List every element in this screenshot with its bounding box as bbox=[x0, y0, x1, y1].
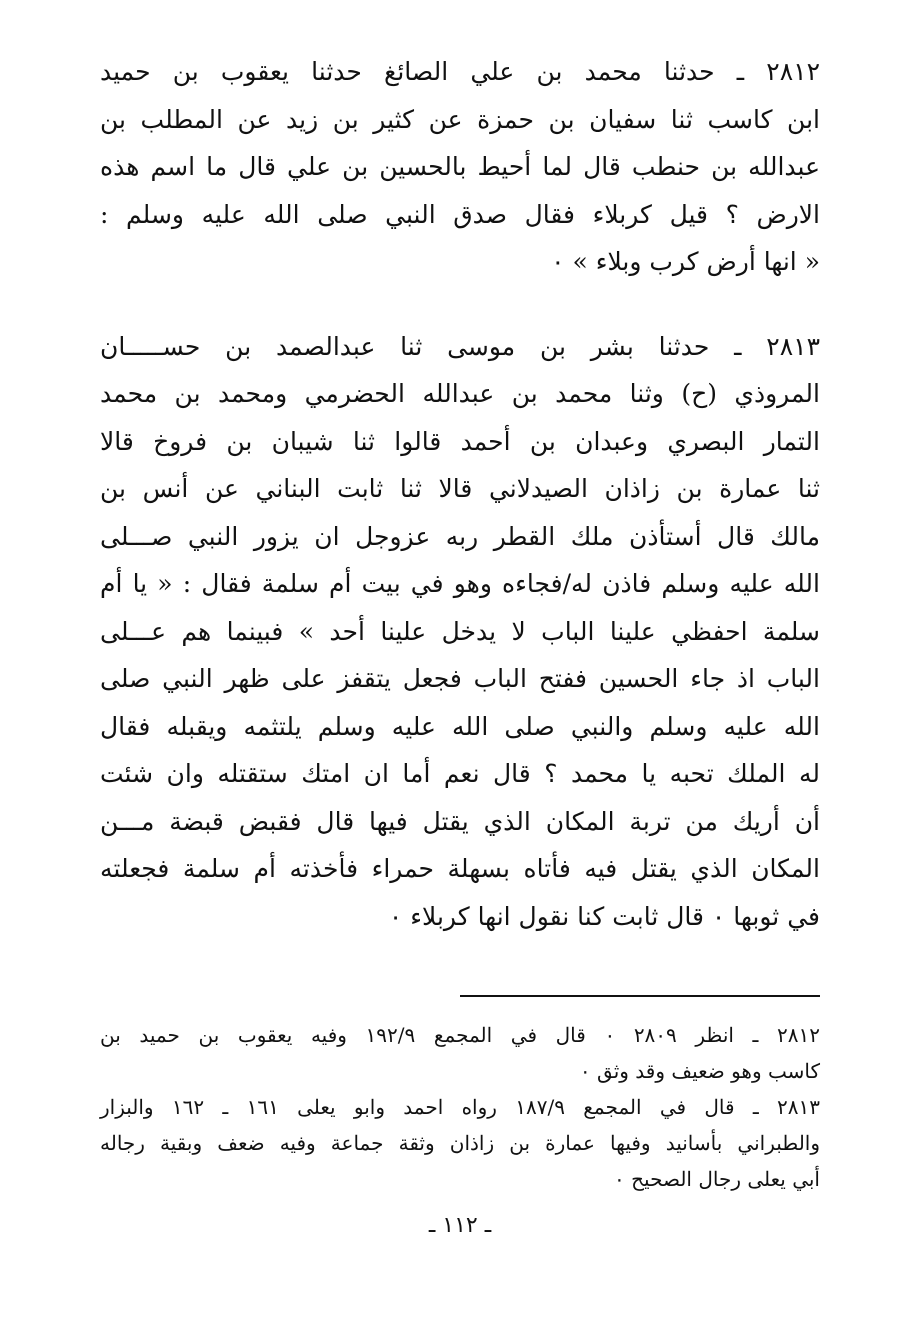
footnote-line: كاسب وهو ضعيف وقد وثق ٠ bbox=[579, 1059, 820, 1083]
footnote-divider bbox=[460, 995, 820, 997]
text-line: ابن كاسب ثنا سفيان بن حمزة عن كثير بن زيد عن المطلب بن bbox=[100, 104, 820, 134]
text-line: ثنا عمارة بن زاذان الصيدلاني قالا ثنا ثابت البناني عن أنس بن bbox=[100, 474, 820, 503]
footnotes bbox=[100, 1017, 820, 1197]
text-line: له الملك تحبه يا محمد ؟ قال نعم أما ان امتك ستقتله وان شئت bbox=[100, 759, 820, 788]
text-line: في ثوبها ٠ قال ثابت كنا نقول انها كربلاء ٠ bbox=[388, 901, 820, 931]
text-line: المروذي (ح) وثنا محمد بن عبدالله الحضرمي ومحمد بن محمد bbox=[100, 379, 820, 408]
text-line: ٢٨١٣ ـ حدثنا بشر بن موسى ثنا عبدالصمد بن حســـــان bbox=[100, 331, 820, 361]
footnote-line: ٢٨١٢ ـ انظر ٢٨٠٩ ٠ قال في المجمع ١٩٢/٩ وفيه يعقوب بن حميد بن bbox=[100, 1023, 820, 1047]
footnote-line: والطبراني بأسانيد وفيها عمارة بن زاذان وثقة جماعة وفيه ضعف وبقية رجاله bbox=[100, 1131, 820, 1155]
hadith-2812 bbox=[100, 48, 820, 286]
document-page bbox=[100, 48, 820, 1241]
footnote-2812 bbox=[100, 1017, 820, 1089]
text-line: المكان الذي يقتل فيه فأتاه بسهلة حمراء فأخذته أم سلمة فجعلته bbox=[100, 854, 820, 883]
text-line: ٢٨١٢ ـ حدثنا محمد بن علي الصائغ حدثنا يعقوب بن حميد bbox=[100, 57, 820, 86]
text-line: سلمة احفظي علينا الباب لا يدخل علينا أحد » فبينما هم عـــلى bbox=[100, 616, 820, 646]
page-number: ـ ١١٢ ـ bbox=[428, 1213, 492, 1238]
text-line: الله عليه وسلم والنبي صلى الله عليه وسلم يلتثمه ويقبله فقال bbox=[100, 711, 820, 741]
text-line: عبدالله بن حنطب قال لما أحيط بالحسين بن علي قال ما اسم هذه bbox=[100, 152, 820, 181]
text-line: التمار البصري وعبدان بن أحمد قالوا ثنا شيبان بن فروخ قالا bbox=[100, 426, 820, 456]
footnote-2813 bbox=[100, 1089, 820, 1197]
footnote-line: أبي يعلى رجال الصحيح ٠ bbox=[614, 1167, 820, 1191]
text-line: الباب اذ جاء الحسين ففتح الباب فجعل يتقفز على ظهر النبي صلى bbox=[100, 664, 820, 693]
text-line: الله عليه وسلم فاذن له/فجاءه وهو في بيت أم سلمة فقال : « يا أم bbox=[100, 569, 820, 598]
text-line: الارض ؟ قيل كربلاء فقال صدق النبي صلى الله عليه وسلم : bbox=[100, 199, 820, 229]
text-line: أن أريك من تربة المكان الذي يقتل فيها قال فقبض قبضة مـــن bbox=[100, 806, 820, 836]
text-line: مالك قال أستأذن ملك القطر ربه عزوجل ان يزور النبي صـــلى bbox=[100, 521, 820, 551]
hadith-2813 bbox=[100, 323, 820, 941]
footnote-line: ٢٨١٣ ـ قال في المجمع ١٨٧/٩ رواه احمد وابو يعلى ١٦١ ـ ١٦٢ والبزار bbox=[100, 1095, 820, 1119]
text-line: « انها أرض كرب وبلاء » ٠ bbox=[551, 247, 820, 276]
